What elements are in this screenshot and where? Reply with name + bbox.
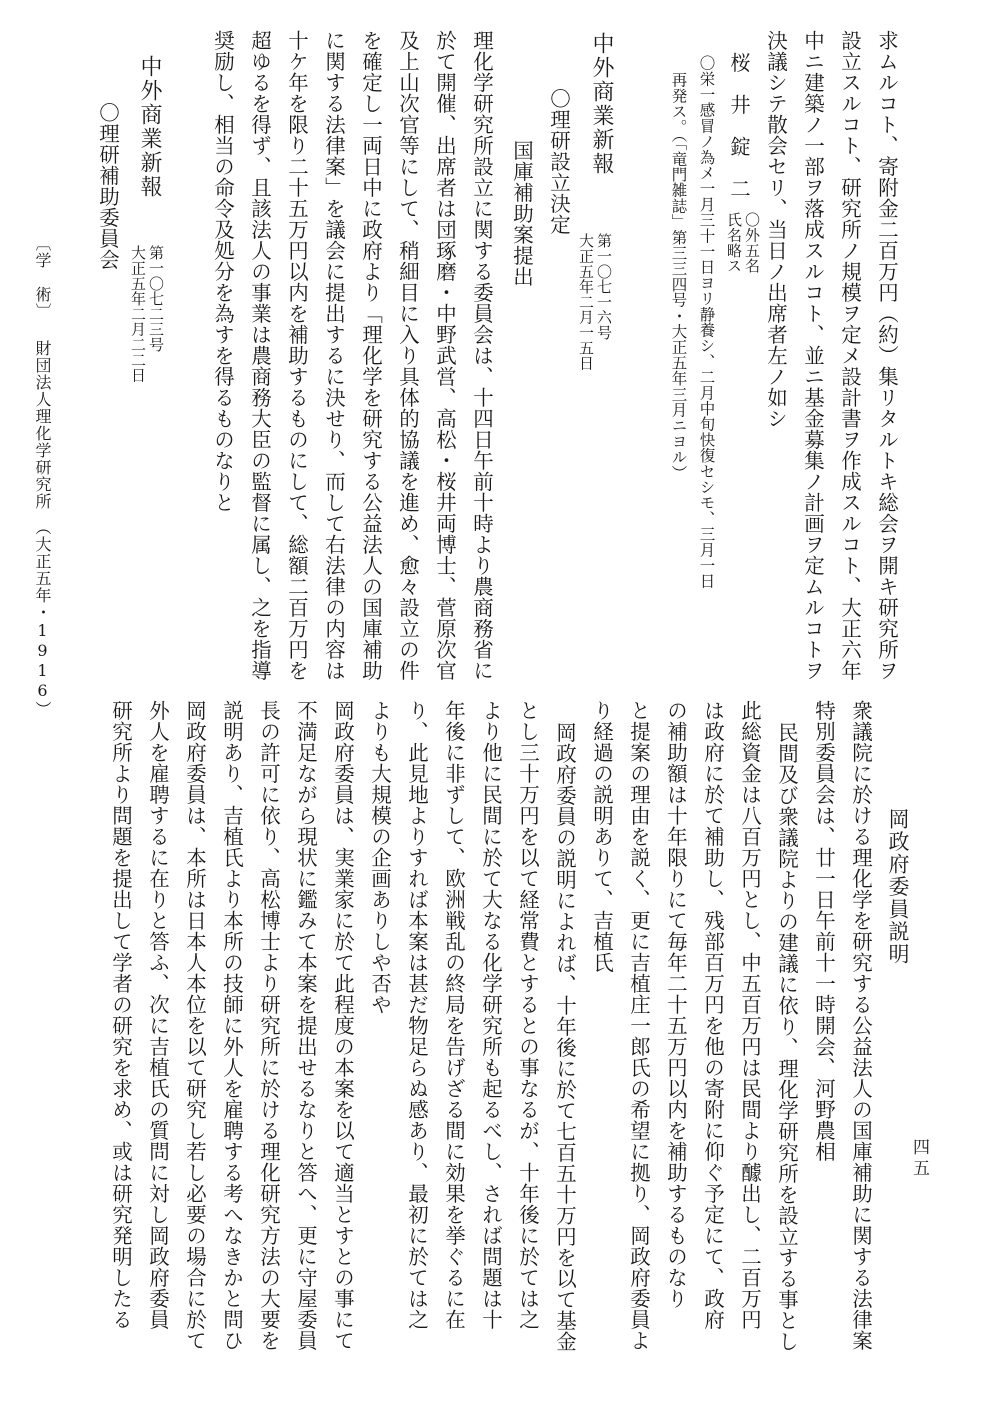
top-line-3: 中ニ建築ノ一部ヲ落成スルコト、並ニ基金募集ノ計画ヲ定ムルコトヲ bbox=[800, 30, 825, 681]
footer-category: 〔学 術〕 bbox=[33, 235, 52, 320]
article1-headline: 〇理研設立決定 bbox=[546, 88, 571, 235]
bottom-line-10: とし三十万円を以て経常費とするとの事なるが、十年後に於ては之 bbox=[515, 700, 540, 1330]
bottom-line-2: 特別委員会は、廿一日午前十一時開会、河野農相 bbox=[811, 700, 836, 1162]
article1-line-5: に関する法律案」を議会に提出するに決せり、而して右法律の内容は bbox=[321, 30, 346, 681]
footer-subject: 財団法人理化学研究所 （大正五年・1916） bbox=[33, 340, 52, 718]
article1-paper: 中外商業新報 bbox=[589, 32, 614, 176]
article2-headline: 〇理研補助委員会 bbox=[95, 102, 120, 270]
article1-line-1: 理化学研究所設立に関する委員会は、十四日午前十時より農商務省に bbox=[469, 30, 494, 681]
article1-line-6: 十ケ年を限り二十五万円以内を補助するものにして、総額二百万円を bbox=[284, 30, 309, 681]
bottom-line-7: と提案の理由を説く、更に吉植庄一郎氏の希望に拠り、岡政府委員よ bbox=[626, 700, 651, 1351]
bottom-line-15: 岡政府委員は、実業家に於て此程度の本案を以て適当とすとの事にて bbox=[330, 700, 355, 1351]
article1-issue-date: 大正五年二月一五日 bbox=[577, 233, 595, 371]
bottom-line-8: り経過の説明ありて、吉植氏 bbox=[589, 700, 614, 973]
top-line-1: 求ムルコト、寄附金二百万円（約）集リタルトキ総会ヲ開キ研究所ヲ bbox=[874, 30, 899, 681]
article1-line-8: 奨励し、相当の命令及処分を為すを得るものなりと bbox=[210, 30, 235, 513]
bottom-line-16: 不満足ながら現状に鑑みて本案を提出せるなりと答へ、更に守屋委員 bbox=[293, 700, 318, 1351]
bottom-line-5: は政府に於て補助し、残部百万円を他の寄附に仰ぐ予定にて、政府 bbox=[700, 700, 725, 1330]
page-number: 四五 bbox=[909, 1138, 929, 1180]
bottom-line-20: 外人を雇聘するに在りと答ふ、次に吉植氏の質問に対し岡政府委員 bbox=[145, 700, 170, 1330]
note-line-2: 再発ス。（「竜門雑誌」第三三四号・大正五年三月ニヨル） bbox=[669, 72, 688, 481]
bottom-line-17: 長の許可に依り、高松博士より研究所に於ける理化研究方法の大要を bbox=[256, 700, 281, 1351]
bottom-line-13: り、此見地よりすれば本案は甚だ物足らぬ感あり、最初に於ては之 bbox=[404, 700, 429, 1330]
bottom-line-3: 民間及び衆議院よりの建議に依り、理化学研究所を設立する事とし bbox=[774, 722, 799, 1352]
article1-subheadline: 国庫補助案提出 bbox=[509, 140, 534, 287]
bottom-line-21: 研究所より問題を提出して学者の研究を求め、或は研究発明したる bbox=[108, 700, 133, 1330]
note-line-1: 〇栄一感冒ノ為メ一月三十一日ヨリ静養シ、二月中旬快復セシモ、三月一日 bbox=[697, 55, 716, 589]
section-title: 岡政府委員説明 bbox=[886, 808, 910, 966]
bottom-line-19: 岡政府委員は、本所は日本人本位を以て研究し若し必要の場合に於て bbox=[182, 700, 207, 1351]
top-line-2: 設立スルコト、研究所ノ規模ヲ定メ設計書ヲ作成スルコト、大正六年 bbox=[837, 30, 862, 681]
article2-issue-date: 大正五年二月二二日 bbox=[129, 245, 147, 383]
attendee-extra-line-1: 〇外五名 bbox=[743, 212, 761, 274]
bottom-line-12: 年後に非ずして、欧洲戦乱の終局を告げざる間に効果を挙ぐるに在 bbox=[441, 700, 466, 1330]
attendee-extra-line-2: 氏名略ス bbox=[725, 212, 743, 274]
bottom-line-11: より他に民間に於て大なる化学研究所も起るべし、されば問題は十 bbox=[478, 700, 503, 1330]
bottom-line-18: 説明あり、吉植氏より本所の技師に外人を雇聘する考へなきかと問ひ bbox=[219, 700, 244, 1351]
bottom-line-9: 岡政府委員の説明によれば、十年後に於て七百五十万円を以て基金 bbox=[552, 722, 577, 1352]
bottom-line-1: 衆議院に於ける理化学を研究する公益法人の国庫補助に関する法律案 bbox=[848, 700, 873, 1351]
article2-issue-no: 第一〇七二三号 bbox=[147, 245, 165, 353]
article1-issue bbox=[578, 233, 611, 371]
article1-line-3: 及上山次官等にして、稍細目に入り具体的協議を進め、愈々設立の件 bbox=[395, 30, 420, 681]
article1-line-7: 超ゆるを得ず、且該法人の事業は農商務大臣の監督に属し、之を指導 bbox=[247, 30, 272, 681]
bottom-line-6: の補助額は十年限りにて毎年二十五万円以内を補助するものなり bbox=[663, 700, 688, 1309]
bottom-line-14: よりも大規模の企画ありしや否や bbox=[367, 700, 392, 1015]
article1-line-2: 於て開催、出席者は団琢磨・中野武営、高松・桜井両博士、菅原次官 bbox=[432, 30, 457, 681]
article2-paper: 中外商業新報 bbox=[137, 55, 162, 199]
article1-issue-no: 第一〇七一六号 bbox=[595, 233, 613, 341]
attendee-name: 桜 井 錠 二 bbox=[726, 52, 751, 199]
bottom-line-4: 此総資金は八百万円とし、中五百万円は民間より醵出し、二百万円 bbox=[737, 700, 762, 1330]
article1-line-4: を確定し一両日中に政府より「理化学を研究する公益法人の国庫補助 bbox=[358, 30, 383, 681]
attendee-extra bbox=[726, 212, 759, 273]
article2-issue bbox=[130, 245, 163, 383]
top-line-4: 決議シテ散会セリ、当日ノ出席者左ノ如シ bbox=[763, 30, 788, 429]
